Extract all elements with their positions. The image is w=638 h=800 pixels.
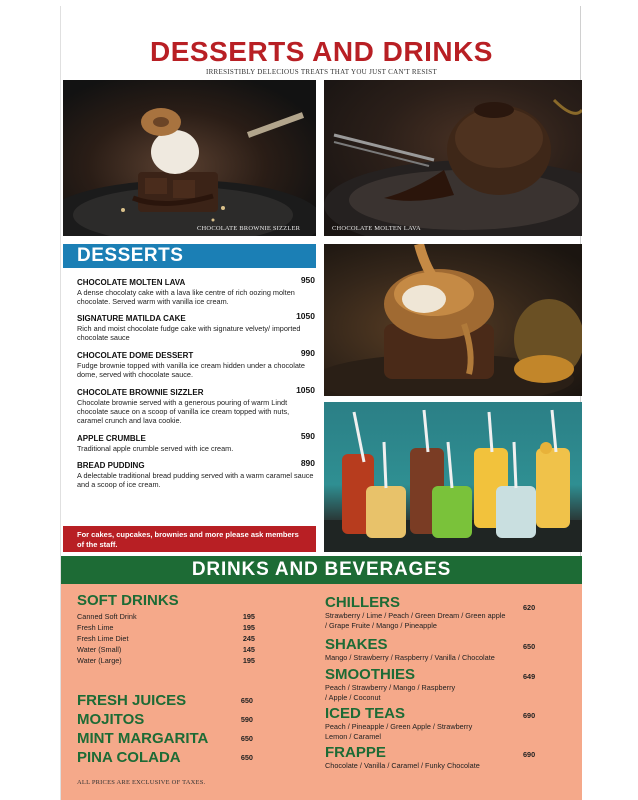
soft-drink-row	[77, 612, 255, 622]
soft-drink-price: 195	[242, 623, 255, 632]
drink-group-options: / Grape Fruite / Mango / Pineapple	[325, 621, 437, 630]
desserts-heading-bar	[63, 244, 316, 268]
dessert-name: APPLE CRUMBLE	[77, 434, 146, 443]
drink-group-title: SMOOTHIES	[325, 666, 416, 683]
drink-group-price: 649	[523, 672, 536, 681]
soft-drink-name: Fresh Lime Diet	[77, 634, 129, 643]
chocolate-dome-illustration	[324, 244, 582, 396]
drink-special-price: 590	[240, 715, 253, 724]
drink-group-options: Lemon / Caramel	[325, 732, 381, 741]
dessert-description: Rich and moist chocolate fudge cake with signature velvety/ imported chocolate sauce	[77, 324, 301, 343]
brownie-sizzler-photo	[63, 80, 316, 236]
drink-special-price: 650	[240, 696, 253, 705]
drink-special-row	[77, 730, 253, 748]
dessert-description: A delectable traditional bread pudding served with a warm caramel sauce and a scoop of ice cream.	[77, 471, 314, 490]
drink-group-price: 620	[523, 603, 536, 612]
soft-drink-name: Water (Large)	[77, 656, 122, 665]
drink-special-price: 650	[240, 753, 253, 762]
dessert-price: 990	[300, 348, 315, 358]
drink-group-options: / Apple / Coconut	[325, 693, 381, 702]
dessert-description: Traditional apple crumble served with ice cream.	[77, 444, 234, 453]
drink-special-name: FRESH JUICES	[77, 692, 187, 709]
dessert-item	[77, 385, 315, 426]
molten-lava-illustration	[324, 80, 582, 236]
soft-drink-price: 195	[242, 612, 255, 621]
drink-group-options: Chocolate / Vanilla / Caramel / Funky Chocolate	[325, 761, 480, 770]
brownie-caption: CHOCOLATE BROWNIE SIZZLER	[197, 225, 301, 232]
dessert-description: A dense chocolaty cake with a lava like centre of rich oozing molten chocolate. Served warm with vanilla ice cream.	[77, 288, 295, 307]
dessert-item	[77, 348, 315, 380]
chocolate-dome-photo	[324, 244, 582, 396]
dessert-item	[77, 458, 315, 490]
dessert-name: CHOCOLATE MOLTEN LAVA	[77, 278, 186, 287]
page-title: DESSERTS AND DRINKS	[150, 36, 493, 67]
dessert-name: CHOCOLATE DOME DESSERT	[77, 351, 194, 360]
drink-group-options: Peach / Strawberry / Mango / Raspberry	[325, 683, 456, 692]
dessert-price: 1050	[296, 311, 315, 321]
drink-group-title: ICED TEAS	[325, 705, 406, 722]
drink-group-title: SHAKES	[325, 636, 388, 653]
dessert-name: SIGNATURE MATILDA CAKE	[77, 314, 186, 323]
dessert-item	[77, 431, 315, 453]
drink-special-name: PINA COLADA	[77, 749, 181, 766]
drink-group-options: Peach / Pineapple / Green Apple / Strawberry	[325, 722, 473, 731]
drink-special-row	[77, 711, 253, 729]
soft-drink-name: Canned Soft Drink	[77, 612, 137, 621]
drink-group-price: 690	[523, 750, 536, 759]
lava-caption: CHOCOLATE MOLTEN LAVA	[332, 225, 421, 232]
drinks-illustration	[324, 402, 582, 552]
dessert-name: CHOCOLATE BROWNIE SIZZLER	[77, 388, 204, 397]
drink-group-title: FRAPPE	[325, 744, 386, 761]
drinks-photo	[324, 402, 582, 552]
drink-group-title: CHILLERS	[325, 594, 400, 611]
drink-group-options: Strawberry / Lime / Peach / Green Dream / Green apple	[325, 611, 506, 620]
drink-special-price: 650	[240, 734, 253, 743]
soft-drink-name: Fresh Lime	[77, 623, 114, 632]
brownie-sizzler-illustration	[63, 80, 316, 236]
soft-drinks-title: SOFT DRINKS	[77, 592, 179, 609]
drinks-heading: DRINKS AND BEVERAGES	[191, 559, 452, 580]
drink-special-row	[77, 692, 253, 710]
desserts-heading: DESSERTS	[77, 245, 184, 266]
dessert-description: Fudge brownie topped with vanilla ice cream hidden under a chocolate dome, served with chocolate sauce.	[77, 361, 305, 380]
drink-special-name: MOJITOS	[77, 711, 145, 728]
soft-drink-price: 195	[242, 656, 255, 665]
page-subtitle: IRRESISTIBLY DELECIOUS TREATS THAT YOU JUST CAN'T RESIST	[205, 68, 438, 76]
dessert-price: 890	[300, 458, 315, 468]
dessert-price: 1050	[296, 385, 315, 395]
drink-special-row	[77, 749, 253, 767]
drink-special-name: MINT MARGARITA	[77, 730, 209, 747]
soft-drink-row	[77, 656, 255, 666]
dessert-name: BREAD PUDDING	[77, 461, 145, 470]
drink-group-shakes	[325, 636, 537, 663]
dessert-price: 590	[300, 431, 315, 441]
soft-drink-name: Water (Small)	[77, 645, 122, 654]
soft-drink-price: 145	[242, 645, 255, 654]
drink-group-price: 650	[523, 642, 536, 651]
drink-group-iced-teas	[325, 705, 537, 742]
soft-drink-row	[77, 623, 255, 633]
dessert-item	[77, 311, 315, 343]
drinks-panel	[61, 584, 582, 800]
drink-group-options: Mango / Strawberry / Raspberry / Vanilla / Chocolate	[325, 653, 495, 662]
drink-group-frappe	[325, 744, 537, 771]
soft-drink-row	[77, 645, 255, 655]
dessert-price: 950	[300, 275, 315, 285]
molten-lava-photo	[324, 80, 582, 236]
staff-note-banner: For cakes, cupcakes, brownies and more please ask members of the staff.	[63, 526, 316, 552]
drink-group-chillers	[325, 594, 537, 631]
menu-page	[60, 6, 581, 800]
drink-group-price: 690	[523, 711, 536, 720]
soft-drink-row	[77, 634, 255, 644]
drink-group-smoothies	[325, 666, 537, 703]
dessert-item	[77, 275, 315, 307]
dessert-description: Chocolate brownie served with a generous pouring of warm Lindt chocolate sauce on a scoop of vanilla ice cream topped with nuts, caramel crunch and lava cookie.	[77, 398, 290, 426]
taxes-note: ALL PRICES ARE EXCLUSIVE OF TAXES.	[77, 779, 206, 786]
soft-drink-price: 245	[242, 634, 255, 643]
drinks-heading-bar	[61, 556, 582, 584]
